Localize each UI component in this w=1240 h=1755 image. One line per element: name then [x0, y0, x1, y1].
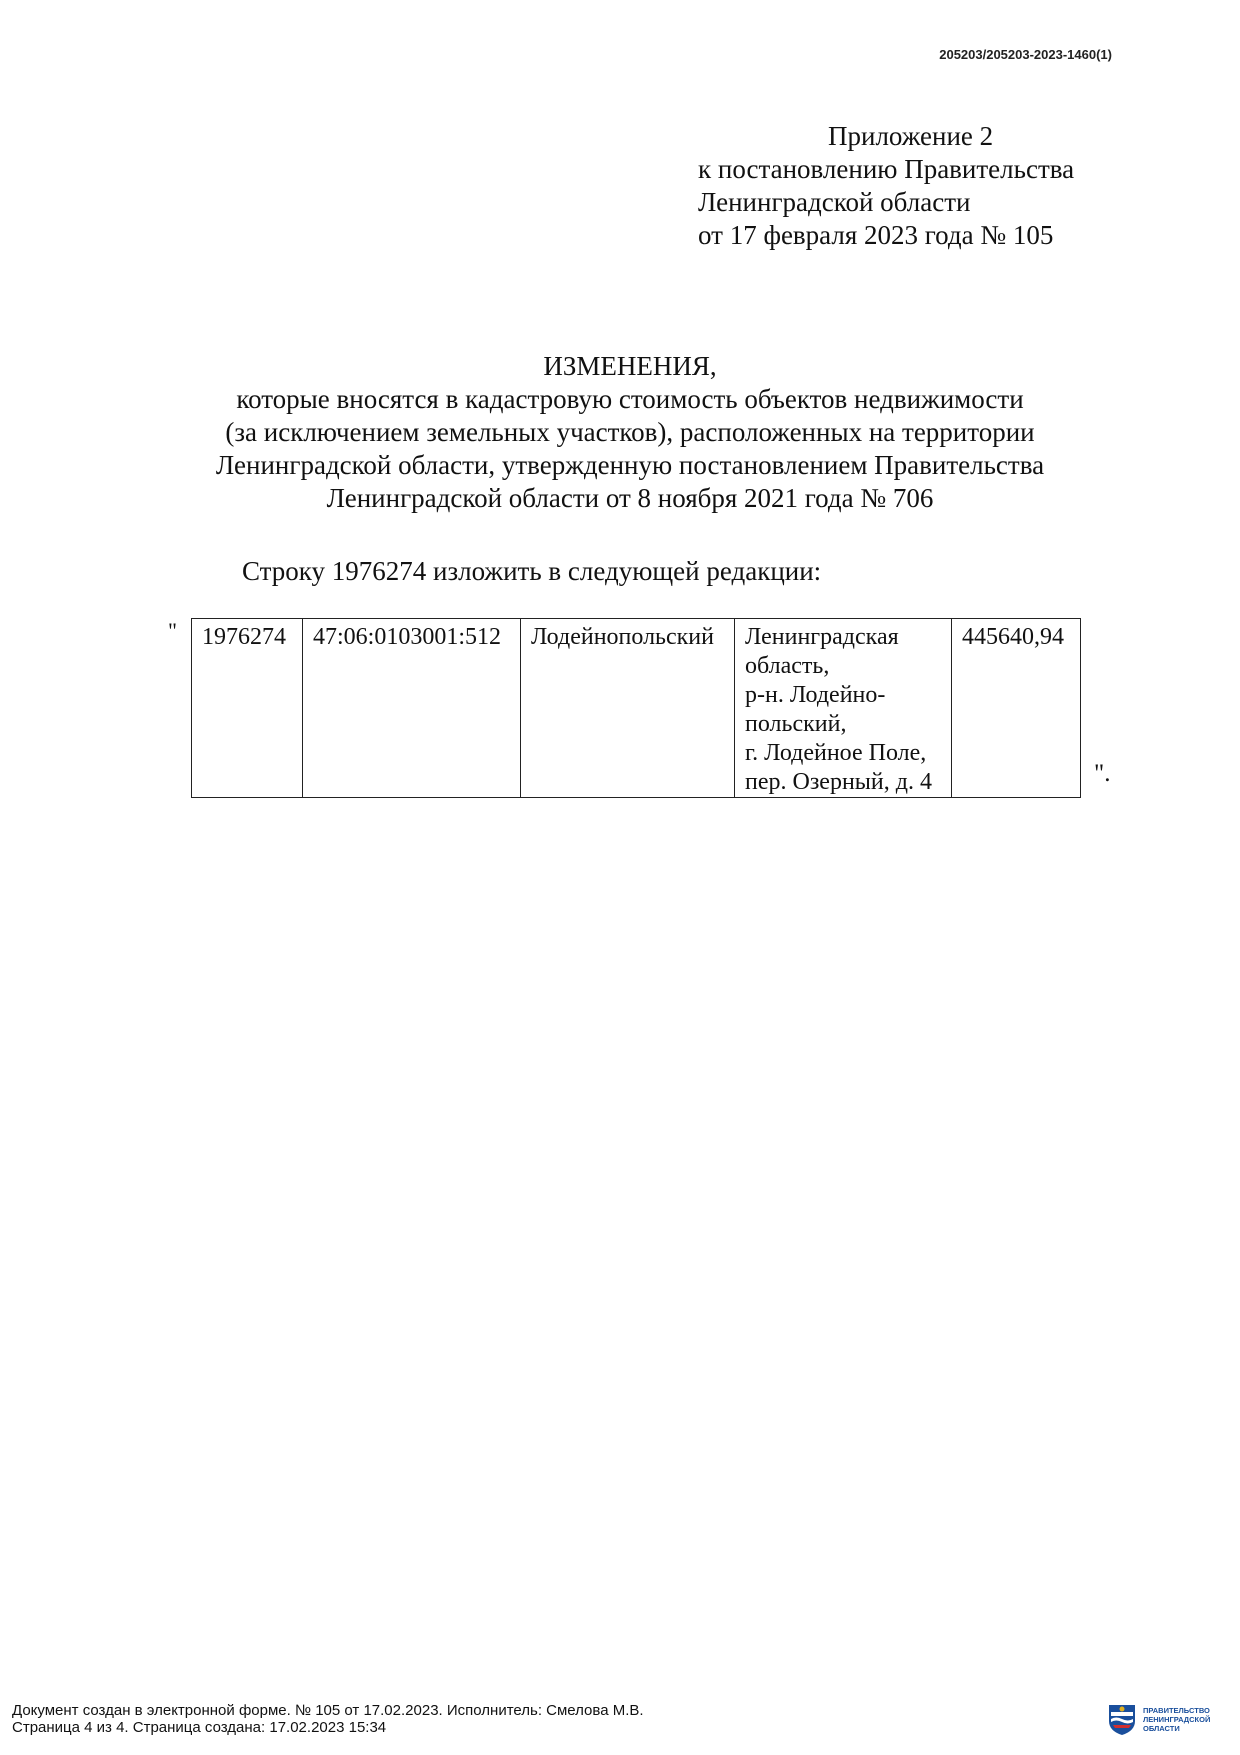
- title-heading: ИЗМЕНЕНИЯ,: [543, 351, 717, 381]
- intro-text: Строку 1976274 изложить в следующей редакции:: [242, 556, 822, 586]
- address-line: Ленинградская: [745, 624, 899, 650]
- annex-line-3: Ленинградской области: [698, 187, 971, 217]
- address-line: г. Лодейное Поле,: [745, 740, 927, 766]
- annex-line-2: к постановлению Правительства: [698, 154, 1075, 184]
- document-id: 205203/205203-2023-1460(1): [939, 47, 1112, 62]
- cell-address: [735, 619, 952, 798]
- address-line: пер. Озерный, д. 4: [745, 769, 932, 795]
- footer: [12, 1702, 644, 1736]
- opening-quote: ": [168, 618, 177, 643]
- title-line-2: (за исключением земельных участков), расположенных на территории: [225, 417, 1035, 447]
- title-line-4: Ленинградской области от 8 ноября 2021 года № 706: [326, 483, 934, 513]
- logo-line: ПРАВИТЕЛЬСТВО: [1143, 1706, 1210, 1715]
- annex-header: [698, 120, 1074, 252]
- cell-row-number: 1976274: [192, 619, 303, 798]
- cell-cadastral-value: 445640,94: [952, 619, 1081, 798]
- annex-line-4: от 17 февраля 2023 года № 105: [698, 220, 1054, 250]
- closing-quote: ".: [1094, 760, 1111, 787]
- address-line: польский,: [745, 711, 847, 737]
- coat-of-arms-icon: [1107, 1703, 1137, 1736]
- logo-line: ЛЕНИНГРАДСКОЙ: [1143, 1715, 1211, 1724]
- annex-line-1: Приложение 2: [828, 121, 994, 151]
- title-line-1: которые вносятся в кадастровую стоимость объектов недвижимости: [236, 384, 1024, 414]
- document-title: [140, 350, 1120, 515]
- address-line: р-н. Лодейно-: [745, 682, 886, 708]
- footer-line-1: Документ создан в электронной форме. № 105 от 17.02.2023. Исполнитель: Смелова М.В.: [12, 1702, 644, 1719]
- address-line: область,: [745, 653, 830, 679]
- logo-text: [1143, 1706, 1210, 1733]
- cell-district: Лодейнопольский: [521, 619, 735, 798]
- footer-line-2: Страница 4 из 4. Страница создана: 17.02.2023 15:34: [12, 1719, 387, 1736]
- changes-table: [191, 618, 1081, 798]
- table-row: [192, 619, 1081, 798]
- logo-line: ОБЛАСТИ: [1143, 1724, 1180, 1733]
- government-logo: [1107, 1703, 1210, 1736]
- title-line-3: Ленинградской области, утвержденную постановлением Правительства: [215, 450, 1045, 480]
- cell-cadastral-number: 47:06:0103001:512: [303, 619, 521, 798]
